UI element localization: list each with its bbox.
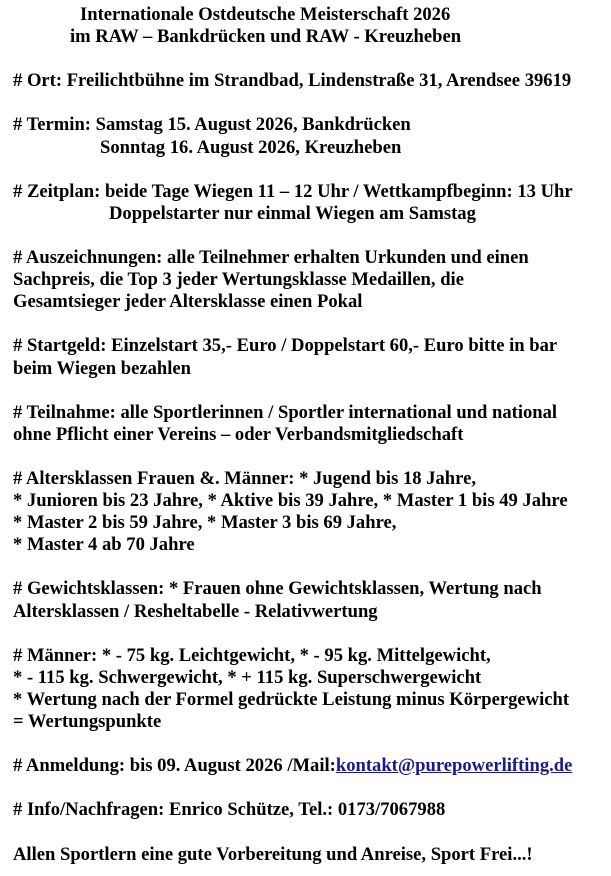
info-line: # Info/Nachfragen: Enrico Schütze, Tel.: 0173/7067988 — [13, 799, 446, 821]
spacer — [13, 380, 611, 402]
ort-line: # Ort: Freilichtbühne im Strandbad, Lindenstraße 31, Arendsee 39619 — [13, 70, 572, 92]
gewichtsklassen-line-1: # Gewichtsklassen: * Frauen ohne Gewichtsklassen, Wertung nach — [13, 578, 542, 600]
startgeld-line-1: # Startgeld: Einzelstart 35,- Euro / Doppelstart 60,- Euro bitte in bar — [13, 335, 558, 357]
email-link[interactable]: kontakt@purepowerlifting.de — [335, 755, 573, 777]
spacer — [13, 733, 611, 755]
title-line-2: im RAW – Bankdrücken und RAW - Kreuzheben — [70, 26, 462, 48]
spacer — [13, 159, 611, 181]
teilnahme-line-1: # Teilnahme: alle Sportlerinnen / Sportler international und national — [13, 401, 558, 423]
spacer — [13, 821, 611, 843]
auszeichnungen-line-3: Gesamtsieger jeder Altersklasse einen Pokal — [13, 291, 363, 313]
zeitplan-line-2: Doppelstarter nur einmal Wiegen am Samstag — [109, 202, 476, 224]
anmeldung-text: # Anmeldung: bis 09. August 2026 /Mail: — [13, 755, 336, 777]
altersklassen-line-1: # Altersklassen Frauen &. Männer: * Jugend bis 18 Jahre, — [13, 467, 476, 489]
altersklassen-line-2: * Junioren bis 23 Jahre, * Aktive bis 39 Jahre, * Master 1 bis 49 Jahre — [13, 490, 568, 512]
maenner-line-1: # Männer: * - 75 kg. Leichtgewicht, * - 95 kg. Mittelgewicht, — [13, 644, 491, 666]
gewichtsklassen-line-2: Altersklassen / Resheltabelle - Relativwertung — [13, 600, 378, 622]
termin-line-1: # Termin: Samstag 15. August 2026, Bankdrücken — [13, 114, 411, 136]
spacer — [13, 313, 611, 335]
altersklassen-line-3: * Master 2 bis 59 Jahre, * Master 3 bis 69 Jahre, — [13, 512, 397, 534]
spacer — [13, 623, 611, 645]
teilnahme-line-2: ohne Pflicht einer Vereins – oder Verbandsmitgliedschaft — [13, 423, 464, 445]
title-line-1: Internationale Ostdeutsche Meisterschaft 2026 — [80, 4, 451, 25]
spacer — [13, 777, 611, 799]
spacer — [13, 556, 611, 578]
auszeichnungen-line-1: # Auszeichnungen: alle Teilnehmer erhalten Urkunden und einen — [13, 247, 529, 269]
startgeld-line-2: beim Wiegen bezahlen — [13, 357, 192, 379]
termin-line-2: Sonntag 16. August 2026, Kreuzheben — [100, 136, 402, 158]
spacer — [13, 48, 611, 70]
maenner-line-3: * Wertung nach der Formel gedrückte Leistung minus Körpergewicht — [13, 688, 570, 710]
closing-line: Allen Sportlern eine gute Vorbereitung und Anreise, Sport Frei...! — [13, 843, 533, 865]
zeitplan-line-1: # Zeitplan: beide Tage Wiegen 11 – 12 Uhr / Wettkampfbeginn: 13 Uhr — [13, 180, 573, 202]
maenner-line-2: * - 115 kg. Schwergewicht, * + 115 kg. Superschwergewicht — [13, 666, 482, 688]
maenner-line-4: = Wertungspunkte — [13, 711, 162, 732]
anmeldung-line — [13, 755, 611, 777]
spacer — [13, 225, 611, 247]
spacer — [13, 446, 611, 468]
altersklassen-line-4: * Master 4 ab 70 Jahre — [13, 534, 195, 556]
spacer — [13, 92, 611, 114]
auszeichnungen-line-2: Sachpreis, die Top 3 jeder Wertungsklasse Medaillen, die — [13, 269, 464, 291]
